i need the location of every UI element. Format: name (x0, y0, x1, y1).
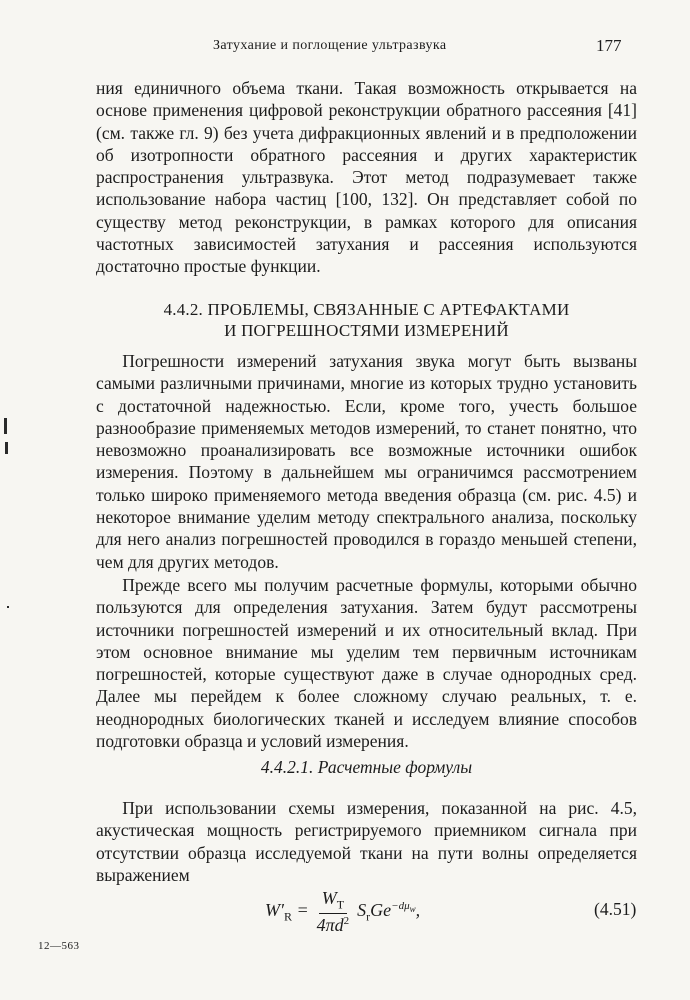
paragraph-plan: Прежде всего мы получим расчетные формулы, которыми обычно пользуются для определения затухания. Затем будут рассмотрены источники погрешностей измерений и их относительный вклад. При этом основное внимание мы уделим тем первичным источникам погрешностей, которые существуют даже в случае однородных сред. Далее мы перейдем к более сложному случаю реальных, т. е. неоднородных биологических тканей и исследуем влияние способов подготовки образца и условий измерения. (96, 575, 637, 752)
running-title: Затухание и поглощение ультразвука (213, 38, 447, 53)
running-header (0, 36, 690, 60)
equation-rhs: $S_rGe^{-d\mu_w}$, (357, 899, 421, 924)
paragraph-errors-intro-text: Погрешности измерений затухания звука могут быть вызваны самыми различными причинами, многие из которых трудно установить с достаточной надежностью. Если, кроме того, учесть большое разнообразие применяемых методов измерений, то станет понятно, что невозможно проанализировать все возможные источники ошибок измерения. Поэтому в дальнейшем мы ограничимся рассмотрением только широко применяемого метода введения образца (см. рис. 4.5) и некоторое внимание уделим методу спектрального анализа, поскольку для него анализ погрешностей проводился в гораздо меньшей степени, чем для других методов. (96, 351, 637, 572)
section-heading (96, 299, 637, 341)
printer-signature: 12—563 (38, 940, 80, 952)
paragraph-errors-intro (96, 350, 637, 573)
margin-dot (7, 606, 9, 608)
equation-number: (4.51) (594, 899, 637, 919)
margin-mark (5, 442, 8, 454)
section-heading-line-1: 4.4.2. ПРОБЛЕМЫ, СВЯЗАННЫЕ С АРТЕФАКТАМИ (163, 300, 570, 319)
equation-numerator: $W_T$ (319, 888, 347, 915)
page-number: 177 (596, 36, 622, 55)
paragraph-continuation: ния единичного объема ткани. Такая возможность открывается на основе применения цифровой реконструкции обратного рассеяния [41] (см. также гл. 9) без учета дифракционных явлений и в предположении об изотропности обратного рассеяния и других характеристик распространения ультразвука. Этот метод подразумевает также использование набора частиц [100, 132]. Он представляет собой по существу метод реконструкции, в рамках которого для описания частотных зависимостей затухания и рассеяния используются достаточно простые функции. (96, 78, 637, 277)
equation-fraction (317, 888, 350, 937)
margin-mark (4, 418, 7, 434)
paragraph-formula-intro: При использовании схемы измерения, показанной на рис. 4.5, акустическая мощность регистрируемого приемником сигнала при отсутствии образца исследуемой ткани на пути волны определяется выражением (96, 798, 637, 885)
subsection-heading: 4.4.2.1. Расчетные формулы (260, 757, 473, 777)
section-heading-line-2: И ПОГРЕШНОСТЯМИ ИЗМЕРЕНИЙ (224, 321, 509, 340)
equation-denominator: $4\pi d^2$ (316, 915, 350, 936)
equation-lhs: $W'_R$ = (265, 899, 309, 924)
equation-4-51 (265, 882, 420, 942)
